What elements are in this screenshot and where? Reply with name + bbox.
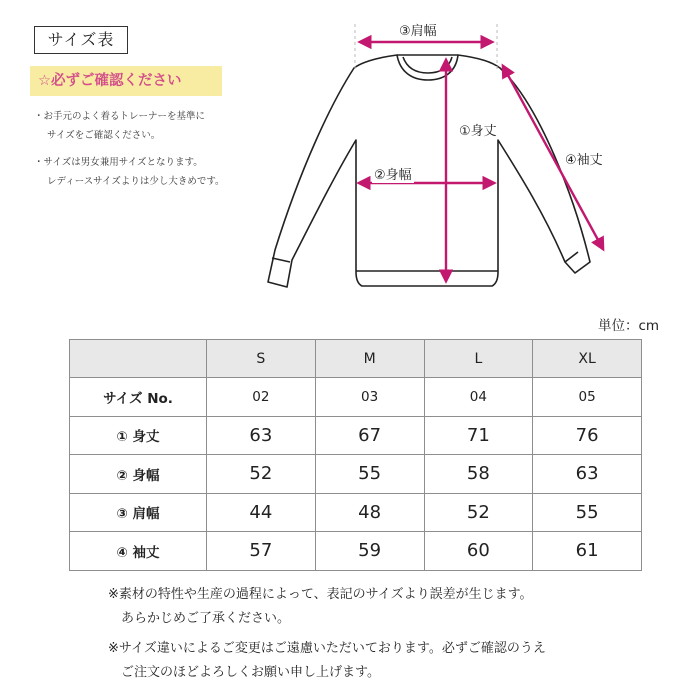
row-label: ④ 袖丈: [70, 532, 207, 571]
header-cell: [70, 340, 207, 378]
header-cell-xl: XL: [533, 340, 642, 378]
sweatshirt-outline: [268, 55, 590, 287]
unit-label: 単位：cm: [598, 318, 660, 334]
table-cell: 63: [207, 416, 316, 455]
footer-note-1: [108, 583, 533, 631]
table-cell: 48: [315, 493, 424, 532]
row-label: ② 身幅: [70, 455, 207, 494]
notice-banner: ☆必ずご確認ください: [30, 66, 222, 96]
note-1-line-2: サイズをご確認ください。: [47, 130, 161, 141]
size-table: [69, 339, 642, 571]
table-row: [70, 416, 642, 455]
footer-note-1-line-1: ※素材の特性や生産の過程によって、表記のサイズより誤差が生じます。: [108, 587, 533, 602]
table-cell: 03: [315, 378, 424, 417]
table-cell: 71: [424, 416, 533, 455]
header-cell-l: L: [424, 340, 533, 378]
table-row: [70, 493, 642, 532]
row-label: ③ 肩幅: [70, 493, 207, 532]
table-cell: 52: [207, 455, 316, 494]
table-cell: 05: [533, 378, 642, 417]
shoulder-label: ③肩幅: [397, 20, 439, 39]
footer-note-1-line-2: あらかじめご了承ください。: [121, 611, 291, 626]
table-cell: 44: [207, 493, 316, 532]
sleeve-label: ④袖丈: [565, 153, 603, 168]
table-cell: 63: [533, 455, 642, 494]
footer-note-2-line-2: ご注文のほどよろしくお願い申し上げます。: [121, 665, 380, 680]
table-cell: 61: [533, 532, 642, 571]
table-cell: 60: [424, 532, 533, 571]
note-2-line-1: ・サイズは男女兼用サイズとなります。: [34, 157, 203, 168]
table-cell: 57: [207, 532, 316, 571]
table-cell: 67: [315, 416, 424, 455]
table-cell: 52: [424, 493, 533, 532]
row-label: ① 身丈: [70, 416, 207, 455]
table-cell: 55: [533, 493, 642, 532]
footer-note-2-line-1: ※サイズ違いによるご変更はご遠慮いただいております。必ずご確認のうえ: [108, 641, 546, 656]
table-row: [70, 532, 642, 571]
note-2-line-2: レディースサイズよりは少し大きめです。: [47, 176, 225, 187]
table-cell: 55: [315, 455, 424, 494]
footer-note-2: [108, 637, 546, 685]
table-cell: 59: [315, 532, 424, 571]
table-cell: 04: [424, 378, 533, 417]
table-row: [70, 378, 642, 417]
table-cell: 76: [533, 416, 642, 455]
length-label: ①身丈: [459, 124, 497, 139]
header-cell-m: M: [315, 340, 424, 378]
note-1-line-1: ・お手元のよく着るトレーナーを基準に: [34, 111, 206, 122]
header-cell-s: S: [207, 340, 316, 378]
table-cell: 02: [207, 378, 316, 417]
page-title: サイズ表: [34, 26, 128, 54]
table-header-row: [70, 340, 642, 378]
row-label: サイズ No.: [70, 378, 207, 417]
table-row: [70, 455, 642, 494]
table-cell: 58: [424, 455, 533, 494]
width-label: ②身幅: [372, 164, 414, 183]
